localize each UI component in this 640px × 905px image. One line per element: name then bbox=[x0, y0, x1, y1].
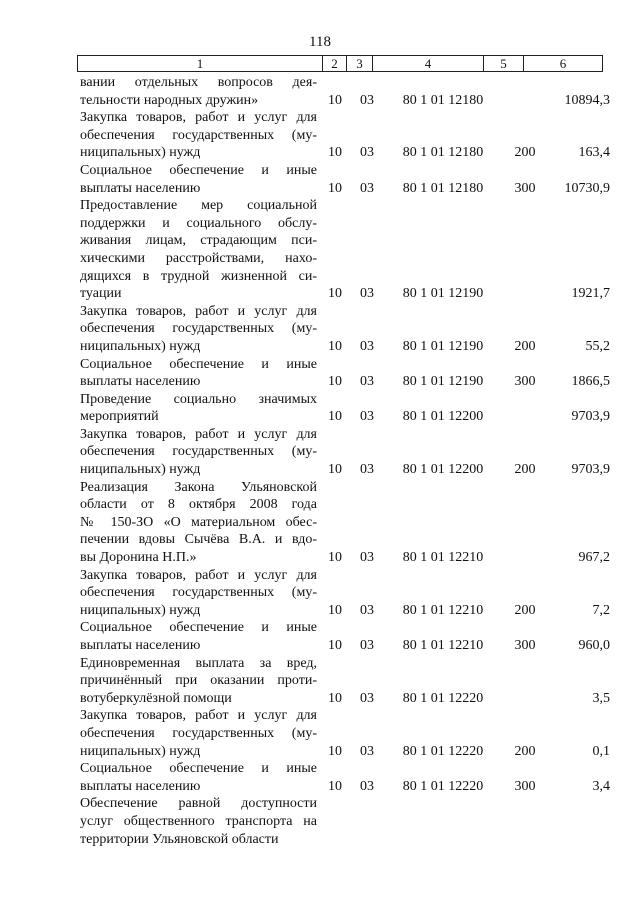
section-code: 10 bbox=[328, 374, 342, 390]
description-line: ниципальных) нужд bbox=[80, 338, 201, 354]
table-row bbox=[80, 356, 610, 391]
description-line: Обеспечение равной доступности bbox=[80, 796, 317, 812]
description-line: выплаты населению bbox=[80, 180, 201, 196]
description-line: Социальное обеспечение и иные bbox=[80, 620, 317, 636]
table-row bbox=[80, 760, 610, 795]
subsection-code: 03 bbox=[360, 462, 374, 478]
description-line: обеспечения государственных (му- bbox=[80, 127, 317, 143]
row-description bbox=[80, 567, 317, 620]
table-row bbox=[80, 795, 610, 848]
expense-type-code: 200 bbox=[514, 462, 536, 478]
subsection-code: 03 bbox=[360, 92, 374, 108]
description-line: Реализация Закона Ульяновской bbox=[80, 479, 317, 495]
table-row bbox=[80, 109, 610, 162]
table-row bbox=[80, 426, 610, 479]
subsection-code: 03 bbox=[360, 374, 374, 390]
description-line: причинённый при оказании проти- bbox=[80, 673, 317, 689]
row-description bbox=[80, 760, 317, 795]
description-line: Предоставление мер социальной bbox=[80, 198, 317, 214]
subsection-code: 03 bbox=[360, 409, 374, 425]
amount: 163,4 bbox=[578, 145, 610, 161]
expense-type-code: 200 bbox=[514, 338, 536, 354]
table-row bbox=[80, 619, 610, 654]
description-line: Социальное обеспечение и иные bbox=[80, 761, 317, 777]
table-header bbox=[77, 55, 603, 72]
row-description bbox=[80, 655, 317, 708]
section-code: 10 bbox=[328, 690, 342, 706]
target-article-code: 80 1 01 12210 bbox=[402, 602, 484, 618]
budget-table-body bbox=[80, 74, 610, 848]
description-line: Закупка товаров, работ и услуг для bbox=[80, 426, 317, 442]
description-line: обеспечения государственных (му- bbox=[80, 585, 317, 601]
amount: 3,5 bbox=[592, 690, 610, 706]
subsection-code: 03 bbox=[360, 338, 374, 354]
header-col-6: 6 bbox=[559, 56, 567, 71]
row-description bbox=[80, 426, 317, 479]
row-description bbox=[80, 391, 317, 426]
description-line: обеспечения государственных (му- bbox=[80, 321, 317, 337]
header-col-1: 1 bbox=[78, 56, 323, 71]
section-code: 10 bbox=[328, 638, 342, 653]
section-code: 10 bbox=[328, 778, 342, 794]
table-row bbox=[80, 197, 610, 303]
expense-type-code: 300 bbox=[514, 180, 536, 196]
table-row bbox=[80, 303, 610, 356]
row-description bbox=[80, 619, 317, 654]
subsection-code: 03 bbox=[360, 550, 374, 566]
subsection-code: 03 bbox=[360, 743, 374, 759]
description-line: территории Ульяновской области bbox=[80, 831, 279, 847]
target-article-code: 80 1 01 12220 bbox=[402, 743, 484, 759]
table-row bbox=[80, 162, 610, 197]
amount: 7,2 bbox=[592, 602, 610, 618]
table-row bbox=[80, 74, 610, 109]
table-row bbox=[80, 479, 610, 567]
description-line: обеспечения государственных (му- bbox=[80, 444, 317, 460]
amount: 3,4 bbox=[592, 778, 610, 794]
amount: 967,2 bbox=[578, 550, 610, 566]
row-description bbox=[80, 795, 317, 848]
target-article-code: 80 1 01 12190 bbox=[402, 374, 484, 390]
section-code: 10 bbox=[328, 180, 342, 196]
amount: 960,0 bbox=[578, 638, 610, 653]
row-description bbox=[80, 303, 317, 356]
description-line: Закупка товаров, работ и услуг для bbox=[80, 110, 317, 126]
row-description bbox=[80, 109, 317, 162]
section-code: 10 bbox=[328, 602, 342, 618]
description-line: поддержки и социального обслу- bbox=[80, 215, 317, 231]
target-article-code: 80 1 01 12210 bbox=[402, 550, 484, 566]
expense-type-code: 200 bbox=[514, 743, 536, 759]
description-line: области от 8 октября 2008 года bbox=[80, 497, 317, 513]
description-line: обеспечения государственных (му- bbox=[80, 725, 317, 741]
expense-type-code: 200 bbox=[514, 602, 536, 618]
section-code: 10 bbox=[328, 462, 342, 478]
section-code: 10 bbox=[328, 550, 342, 566]
page-number: 118 bbox=[309, 34, 331, 50]
description-line: Закупка товаров, работ и услуг для bbox=[80, 303, 317, 319]
description-line: вании отдельных вопросов дея- bbox=[80, 75, 317, 90]
description-line: выплаты населению bbox=[80, 638, 201, 653]
row-description bbox=[80, 74, 317, 109]
description-line: Социальное обеспечение и иные bbox=[80, 356, 317, 372]
description-line: выплаты населению bbox=[80, 778, 201, 794]
description-line: хическими расстройствами, нахо- bbox=[80, 250, 317, 266]
description-line: дящихся в трудной жизненной си- bbox=[80, 268, 317, 284]
subsection-code: 03 bbox=[360, 690, 374, 706]
subsection-code: 03 bbox=[360, 638, 374, 653]
expense-type-code: 300 bbox=[514, 778, 536, 794]
description-line: тельности народных дружин» bbox=[80, 92, 259, 108]
header-col-2: 2 bbox=[323, 56, 347, 71]
amount: 9703,9 bbox=[571, 409, 610, 425]
subsection-code: 03 bbox=[360, 778, 374, 794]
amount: 10894,3 bbox=[564, 92, 610, 108]
row-description bbox=[80, 356, 317, 391]
description-line: вы Доронина Н.П.» bbox=[80, 550, 197, 566]
description-line: туации bbox=[80, 286, 122, 302]
expense-type-code: 200 bbox=[514, 145, 536, 161]
amount: 55,2 bbox=[585, 338, 610, 354]
subsection-code: 03 bbox=[360, 145, 374, 161]
header-col-3: 3 bbox=[347, 56, 373, 71]
section-code: 10 bbox=[328, 92, 342, 108]
target-article-code: 80 1 01 12190 bbox=[402, 338, 484, 354]
section-code: 10 bbox=[328, 743, 342, 759]
section-code: 10 bbox=[328, 145, 342, 161]
table-row bbox=[80, 655, 610, 708]
description-line: печении вдовы Сычёва В.А. и вдо- bbox=[80, 532, 317, 548]
description-line: живания лицам, страдающим пси- bbox=[80, 233, 317, 249]
row-description bbox=[80, 162, 317, 197]
table-row bbox=[80, 567, 610, 620]
table-row bbox=[80, 391, 610, 426]
target-article-code: 80 1 01 12220 bbox=[402, 690, 484, 706]
description-line: мероприятий bbox=[80, 409, 159, 425]
target-article-code: 80 1 01 12190 bbox=[402, 286, 484, 302]
header-col-5: 5 bbox=[484, 56, 524, 71]
amount: 1866,5 bbox=[571, 374, 610, 390]
description-line: ниципальных) нужд bbox=[80, 462, 201, 478]
expense-type-code: 300 bbox=[514, 638, 536, 653]
table-row bbox=[80, 707, 610, 760]
target-article-code: 80 1 01 12180 bbox=[402, 92, 484, 108]
target-article-code: 80 1 01 12180 bbox=[402, 180, 484, 196]
subsection-code: 03 bbox=[360, 180, 374, 196]
description-line: № 150-ЗО «О материальном обес- bbox=[80, 514, 317, 530]
description-line: вотуберкулёзной помощи bbox=[80, 690, 232, 706]
target-article-code: 80 1 01 12220 bbox=[402, 778, 484, 794]
header-col-4: 4 bbox=[373, 56, 484, 71]
row-description bbox=[80, 197, 317, 303]
section-code: 10 bbox=[328, 338, 342, 354]
section-code: 10 bbox=[328, 409, 342, 425]
row-description bbox=[80, 479, 317, 567]
amount: 1921,7 bbox=[571, 286, 610, 302]
row-description bbox=[80, 707, 317, 760]
description-line: ниципальных) нужд bbox=[80, 602, 201, 618]
description-line: ниципальных) нужд bbox=[80, 743, 201, 759]
target-article-code: 80 1 01 12200 bbox=[402, 462, 484, 478]
target-article-code: 80 1 01 12180 bbox=[402, 145, 484, 161]
description-line: ниципальных) нужд bbox=[80, 145, 201, 161]
description-line: услуг общественного транспорта на bbox=[80, 813, 317, 829]
description-line: Проведение социально значимых bbox=[80, 391, 317, 407]
expense-type-code: 300 bbox=[514, 374, 536, 390]
description-line: Закупка товаров, работ и услуг для bbox=[80, 708, 317, 724]
amount: 9703,9 bbox=[571, 462, 610, 478]
amount: 10730,9 bbox=[564, 180, 610, 196]
target-article-code: 80 1 01 12210 bbox=[402, 638, 484, 653]
target-article-code: 80 1 01 12200 bbox=[402, 409, 484, 425]
section-code: 10 bbox=[328, 286, 342, 302]
subsection-code: 03 bbox=[360, 602, 374, 618]
subsection-code: 03 bbox=[360, 286, 374, 302]
description-line: Закупка товаров, работ и услуг для bbox=[80, 567, 317, 583]
description-line: выплаты населению bbox=[80, 374, 201, 390]
amount: 0,1 bbox=[592, 743, 610, 759]
description-line: Социальное обеспечение и иные bbox=[80, 162, 317, 178]
description-line: Единовременная выплата за вред, bbox=[80, 655, 317, 671]
